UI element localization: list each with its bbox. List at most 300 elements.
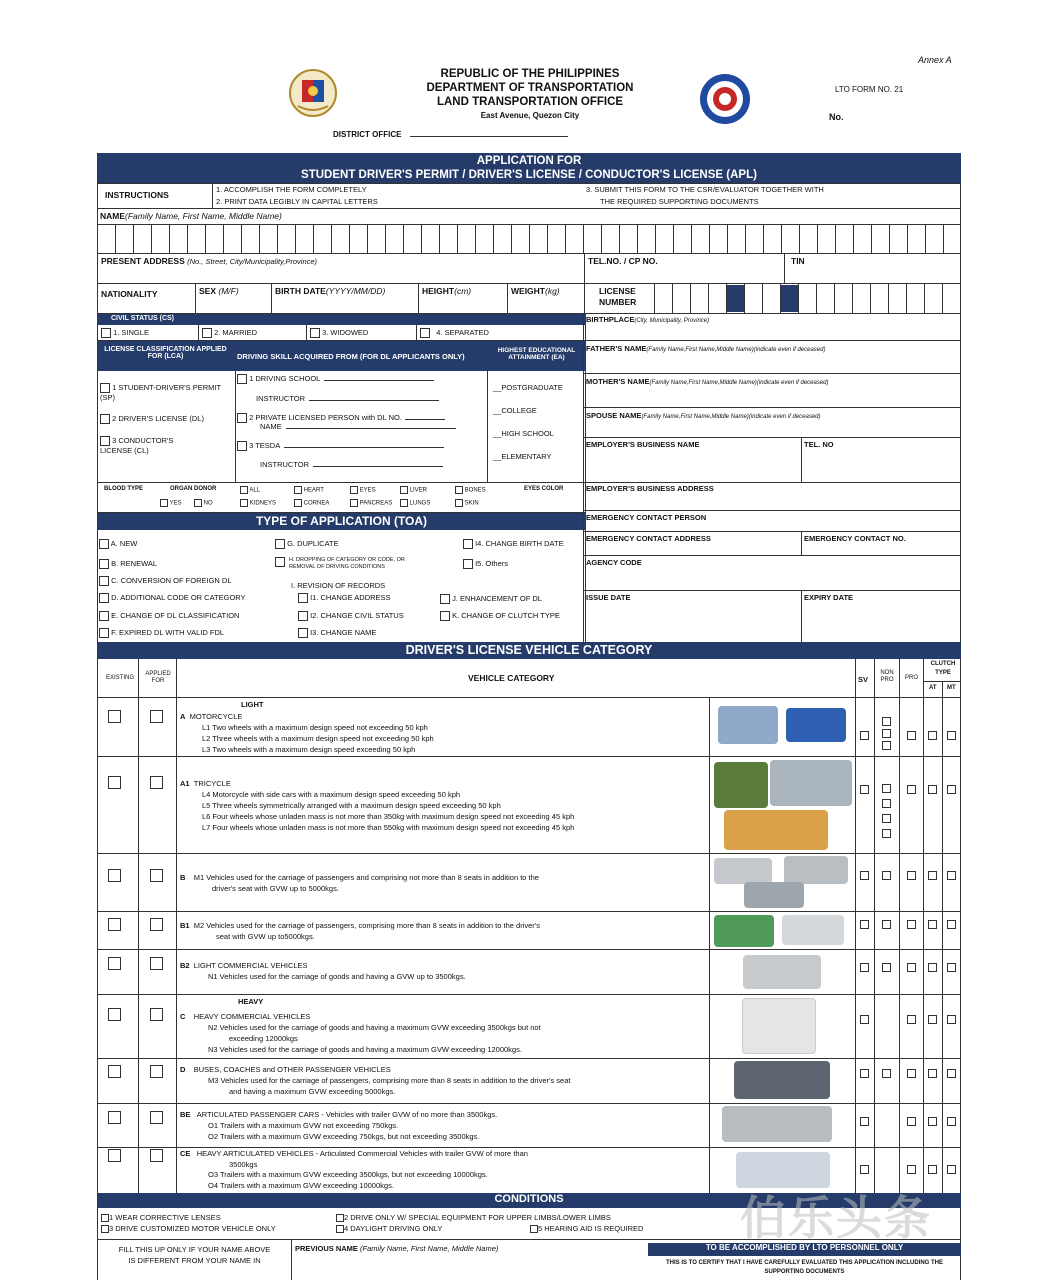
toa-enhancement[interactable]: J. ENHANCEMENT OF DL bbox=[440, 594, 542, 604]
tin-field[interactable]: TIN bbox=[784, 254, 960, 283]
mt-checkbox-7[interactable] bbox=[947, 1117, 956, 1126]
organ-eyes[interactable]: EYES bbox=[350, 486, 400, 494]
nationality-label: NATIONALITY bbox=[101, 289, 158, 299]
dotr-seal bbox=[288, 68, 338, 118]
row-be-o1: O1 Trailers with a maximum GVW not exceeding 750kgs. bbox=[208, 1121, 399, 1130]
lca-student[interactable]: 1 STUDENT-DRIVER'S PERMIT (SP) bbox=[100, 383, 221, 403]
name-hint: (Family Name, First Name, Middle Name) bbox=[125, 211, 282, 221]
pro-checkbox-4[interactable] bbox=[907, 963, 916, 972]
form-number: LTO FORM NO. 21 bbox=[835, 85, 904, 94]
mt-checkbox-4[interactable] bbox=[947, 963, 956, 972]
pro-checkbox-6[interactable] bbox=[907, 1069, 916, 1078]
fill-note: FILL THIS UP ONLY IF YOUR NAME ABOVE IS DIFFERENT FROM YOUR NAME IN bbox=[98, 1240, 292, 1280]
row-div-4 bbox=[97, 949, 961, 950]
row-c-text bbox=[180, 1011, 705, 1055]
row-c-title: HEAVY COMMERCIAL VEHICLES bbox=[193, 1012, 311, 1021]
row-c-applied[interactable] bbox=[150, 1008, 163, 1021]
at-checkbox-3[interactable] bbox=[928, 920, 937, 929]
toa-clutch[interactable]: K. CHANGE OF CLUTCH TYPE bbox=[440, 611, 560, 621]
ea-elementary[interactable]: __ELEMENTARY bbox=[493, 452, 552, 461]
emergency-person-field[interactable]: EMERGENCY CONTACT PERSON bbox=[584, 511, 960, 532]
sv-checkbox-3[interactable] bbox=[860, 920, 869, 929]
organ-lungs[interactable]: LUNGS bbox=[400, 499, 455, 507]
pro-checkbox-1[interactable] bbox=[907, 785, 916, 794]
clutch-divider bbox=[923, 681, 961, 682]
pro-checkbox-0[interactable] bbox=[907, 731, 916, 740]
jeepney-image bbox=[714, 915, 774, 947]
sex-field[interactable] bbox=[195, 284, 271, 313]
organ-pancreas[interactable]: PANCREAS bbox=[350, 499, 400, 507]
col-line-7 bbox=[923, 659, 924, 1194]
skill-header: DRIVING SKILL ACQUIRED FROM (FOR DL APPLICANTS ONLY) bbox=[237, 352, 465, 361]
col-line-1 bbox=[138, 659, 139, 1194]
row-b1-applied[interactable] bbox=[150, 918, 163, 931]
sedan-image bbox=[714, 858, 772, 884]
row-div-2 bbox=[97, 853, 961, 854]
prev-name-label: PREVIOUS NAME bbox=[295, 1244, 358, 1253]
district-input[interactable] bbox=[410, 136, 568, 137]
van-image bbox=[782, 915, 844, 945]
mt-checkbox-2[interactable] bbox=[947, 871, 956, 880]
row-div-6 bbox=[97, 1058, 961, 1059]
sv-checkbox-2[interactable] bbox=[860, 871, 869, 880]
row-a1-l5: L5 Three wheels symmetrically arranged with a maximum design speed exceeding 50 kph bbox=[202, 801, 501, 810]
row-b-applied[interactable] bbox=[150, 869, 163, 882]
sv-checkbox-7[interactable] bbox=[860, 1117, 869, 1126]
personal-row bbox=[97, 284, 961, 314]
tel-field[interactable]: TEL.NO. / CP NO. bbox=[584, 254, 784, 283]
sv-checkbox-0[interactable] bbox=[860, 731, 869, 740]
toa-i1[interactable]: I1. CHANGE ADDRESS bbox=[298, 593, 391, 603]
mother-label: MOTHER'S NAME bbox=[586, 377, 650, 386]
toa-i3[interactable]: I3. CHANGE NAME bbox=[298, 628, 376, 638]
row-a1-l6: L6 Four wheels whose unladen mass is not more than 350kg with maximum design speed not exceeding 45 kph bbox=[202, 812, 575, 821]
eyes-color-label: EYES COLOR bbox=[524, 486, 564, 492]
row-c-n3: N3 Vehicles used for the carriage of goods and having a maximum GVW exceeding 12000kgs. bbox=[208, 1045, 522, 1054]
row-b-text bbox=[180, 872, 705, 894]
toa-i2[interactable]: I2. CHANGE CIVIL STATUS bbox=[298, 611, 404, 621]
skill-tesda[interactable]: 3 TESDA bbox=[237, 441, 444, 451]
organs-row-1 bbox=[240, 486, 500, 494]
skill-private[interactable]: 2 PRIVATE LICENSED PERSON with DL NO. bbox=[237, 413, 477, 423]
row-a1-code: A1 bbox=[180, 779, 190, 788]
condition-3[interactable]: 3 DRIVE CUSTOMIZED MOTOR VEHICLE ONLY bbox=[101, 1224, 276, 1233]
col-line-3 bbox=[709, 698, 710, 1194]
donor-yes[interactable]: YES bbox=[160, 499, 182, 507]
toa-header: TYPE OF APPLICATION (TOA) bbox=[97, 513, 586, 530]
row-ce-existing[interactable] bbox=[108, 1149, 121, 1162]
skill-instructor-2[interactable]: INSTRUCTOR bbox=[260, 460, 443, 469]
row-a1-applied[interactable] bbox=[150, 776, 163, 789]
agency-code-field[interactable]: AGENCY CODE bbox=[584, 556, 960, 591]
pro-checkbox-3[interactable] bbox=[907, 920, 916, 929]
civil-status-row bbox=[97, 325, 586, 341]
height-label: HEIGHT bbox=[422, 286, 455, 296]
birthplace-hint: (City, Municipality, Province) bbox=[634, 318, 710, 324]
civil-status-bar bbox=[227, 314, 586, 325]
row-d-applied[interactable] bbox=[150, 1065, 163, 1078]
toa-renewal[interactable]: B. RENEWAL bbox=[99, 559, 157, 569]
skill-instructor-1[interactable]: INSTRUCTOR bbox=[256, 394, 439, 403]
row-a-title: MOTORCYCLE bbox=[189, 712, 243, 721]
row-b2-n1: N1 Vehicles used for the carriage of goods and having a GVW up to 3500kgs. bbox=[208, 972, 466, 981]
row-d-title: BUSES, COACHES and OTHER PASSENGER VEHICLES bbox=[193, 1065, 391, 1074]
sportbike-image bbox=[786, 708, 846, 742]
header-dept: DEPARTMENT OF TRANSPORTATION bbox=[426, 82, 634, 94]
row-ce-title: HEAVY ARTICULATED VEHICLES - Articulated Commercial Vehicles with trailer GVW of more than bbox=[196, 1149, 528, 1158]
tricycle-image bbox=[714, 762, 768, 808]
sv-checkbox-5[interactable] bbox=[860, 1015, 869, 1024]
condition-1[interactable]: 1 WEAR CORRECTIVE LENSES bbox=[101, 1213, 221, 1222]
instruction-2: 2. PRINT DATA LEGIBLY IN CAPITAL LETTERS bbox=[216, 197, 378, 206]
row-be-existing[interactable] bbox=[108, 1111, 121, 1124]
row-div-5 bbox=[97, 994, 961, 995]
weight-hint: (kg) bbox=[545, 286, 560, 296]
ea-college[interactable]: __COLLEGE bbox=[493, 406, 537, 415]
nonpro-checkbox-3-0[interactable] bbox=[882, 920, 891, 929]
pro-checkbox-7[interactable] bbox=[907, 1117, 916, 1126]
row-a1-title: TRICYCLE bbox=[193, 779, 231, 788]
birthplace-label: BIRTHPLACE bbox=[586, 315, 635, 324]
name-label: NAME bbox=[100, 211, 126, 221]
row-a-existing[interactable] bbox=[108, 710, 121, 723]
organ-skin[interactable]: SKIN bbox=[455, 499, 479, 507]
lca-header-bar bbox=[97, 341, 586, 371]
nonpro-checkbox-1-0[interactable] bbox=[882, 784, 891, 793]
instruction-1: 1. ACCOMPLISH THE FORM COMPLETELY bbox=[216, 185, 367, 194]
spouse-field[interactable] bbox=[584, 408, 960, 438]
header-address: East Avenue, Quezon City bbox=[480, 111, 580, 120]
row-d-existing[interactable] bbox=[108, 1065, 121, 1078]
light-commercial-image bbox=[743, 955, 821, 989]
heavy-label: HEAVY bbox=[238, 997, 264, 1006]
at-checkbox-4[interactable] bbox=[928, 963, 937, 972]
mt-checkbox-8[interactable] bbox=[947, 1165, 956, 1174]
nonpro-checkbox-1-2[interactable] bbox=[882, 814, 891, 823]
ea-highschool[interactable]: __HIGH SCHOOL bbox=[493, 429, 554, 438]
district-label: DISTRICT OFFICE bbox=[333, 130, 402, 139]
father-field[interactable] bbox=[584, 341, 960, 374]
name-field[interactable] bbox=[97, 209, 961, 254]
skill-section bbox=[235, 371, 487, 482]
donor-row bbox=[97, 483, 586, 513]
pro-checkbox-5[interactable] bbox=[907, 1015, 916, 1024]
sv-checkbox-6[interactable] bbox=[860, 1069, 869, 1078]
height-hint: (cm) bbox=[454, 286, 472, 296]
at-checkbox-0[interactable] bbox=[928, 731, 937, 740]
at-checkbox-2[interactable] bbox=[928, 871, 937, 880]
row-b1-code: B1 bbox=[180, 921, 190, 930]
row-a1-existing[interactable] bbox=[108, 776, 121, 789]
ea-postgraduate[interactable]: __POSTGRADUATE bbox=[493, 383, 563, 392]
row-div-1 bbox=[97, 756, 961, 757]
row-div-3 bbox=[97, 911, 961, 912]
row-ce-applied[interactable] bbox=[150, 1149, 163, 1162]
row-be-code: BE bbox=[180, 1110, 191, 1119]
row-be-text bbox=[180, 1109, 705, 1142]
toa-i4[interactable]: I4. CHANGE BIRTH DATE bbox=[463, 539, 564, 549]
cs-married[interactable]: 2. MARRIED bbox=[198, 325, 260, 340]
organ-donor-label: ORGAN DONOR bbox=[170, 486, 217, 492]
row-d-text bbox=[180, 1064, 705, 1097]
father-label: FATHER'S NAME bbox=[586, 344, 647, 353]
license-separator-1 bbox=[727, 285, 744, 312]
col-line-6 bbox=[899, 659, 900, 1194]
row-ce-o4: O4 Trailers with a maximum GVW exceeding 10000kgs. bbox=[208, 1180, 394, 1190]
education-section bbox=[487, 371, 586, 482]
organ-bones[interactable]: BONES bbox=[455, 486, 486, 494]
row-b-m1b: driver's seat with GVW up to 5000kgs. bbox=[212, 884, 339, 893]
license-separator-2 bbox=[781, 285, 798, 312]
sv-checkbox-1[interactable] bbox=[860, 785, 869, 794]
nonpro-checkbox-0-2[interactable] bbox=[882, 741, 891, 750]
col-nonpro: NON PRO bbox=[880, 670, 894, 683]
lca-conductor[interactable]: 3 CONDUCTOR'S LICENSE (CL) bbox=[100, 436, 174, 456]
header-republic: REPUBLIC OF THE PHILIPPINES bbox=[440, 68, 620, 80]
toa-change-class[interactable]: E. CHANGE OF DL CLASSIFICATION bbox=[99, 611, 239, 621]
lto-personnel-header: TO BE ACCOMPLISHED BY LTO PERSONNEL ONLY bbox=[648, 1243, 961, 1256]
vehicle-category-header: DRIVER'S LICENSE VEHICLE CATEGORY bbox=[97, 642, 961, 659]
instruction-3b: THE REQUIRED SUPPORTING DOCUMENTS bbox=[600, 197, 759, 206]
row-b-existing[interactable] bbox=[108, 869, 121, 882]
skill-name[interactable]: NAME bbox=[260, 422, 456, 431]
certify-text: THIS IS TO CERTIFY THAT I HAVE CAREFULLY EVALUATED THIS APPLICATION INCLUDING THE SUPPORTING DOCUMENTS bbox=[665, 1260, 943, 1275]
row-b1-existing[interactable] bbox=[108, 918, 121, 931]
nonpro-checkbox-1-3[interactable] bbox=[882, 829, 891, 838]
col-line-2 bbox=[176, 659, 177, 1194]
birthdate-field[interactable] bbox=[271, 284, 418, 313]
form-title bbox=[97, 153, 961, 183]
at-checkbox-8[interactable] bbox=[928, 1165, 937, 1174]
spouse-label: SPOUSE NAME bbox=[586, 411, 642, 420]
address-hint: (No., Street, City/Municipality,Province) bbox=[187, 257, 318, 266]
organ-kidneys[interactable]: KIDNEYS bbox=[240, 499, 294, 507]
row-b1-text bbox=[180, 920, 705, 942]
row-a-applied[interactable] bbox=[150, 710, 163, 723]
issue-date-field[interactable]: ISSUE DATE bbox=[586, 593, 631, 602]
cs-single[interactable]: 1. SINGLE bbox=[101, 328, 149, 338]
row-b1-m2: M2 Vehicles used for the carriage of passengers, comprising more than 8 seats in addition to the driver's bbox=[193, 921, 540, 930]
cs-widowed[interactable]: 3. WIDOWED bbox=[306, 325, 371, 340]
nonpro-checkbox-0-1[interactable] bbox=[882, 729, 891, 738]
toa-conversion[interactable]: C. CONVERSION OF FOREIGN DL bbox=[99, 576, 232, 586]
row-be-title: ARTICULATED PASSENGER CARS - Vehicles with trailer GVW of no more than 3500kgs. bbox=[196, 1110, 498, 1119]
motorcycle-image bbox=[718, 706, 778, 744]
organ-cornea[interactable]: CORNEA bbox=[294, 499, 350, 507]
employer-address-field[interactable]: EMPLOYER'S BUSINESS ADDRESS bbox=[584, 483, 960, 511]
no-label: No. bbox=[829, 112, 844, 122]
donor-no[interactable]: NO bbox=[194, 499, 213, 507]
nonpro-checkbox-1-1[interactable] bbox=[882, 799, 891, 808]
toa-i5[interactable]: I5. Others bbox=[463, 559, 508, 569]
height-field[interactable] bbox=[418, 284, 507, 313]
row-d-code: D bbox=[180, 1065, 186, 1074]
at-checkbox-6[interactable] bbox=[928, 1069, 937, 1078]
row-c-n2b: exceeding 12000kgs bbox=[229, 1034, 298, 1043]
employer-field[interactable]: EMPLOYER'S BUSINESS NAME bbox=[584, 438, 801, 483]
pickup-image bbox=[744, 882, 804, 908]
toa-expired[interactable]: F. EXPIRED DL WITH VALID FDL bbox=[99, 628, 224, 638]
skill-school[interactable]: 1 DRIVING SCHOOL bbox=[237, 374, 434, 384]
organ-liver[interactable]: LIVER bbox=[400, 486, 455, 494]
previous-name-field[interactable] bbox=[295, 1244, 498, 1253]
organ-all[interactable]: ALL bbox=[240, 486, 294, 494]
mt-checkbox-0[interactable] bbox=[947, 731, 956, 740]
instructions-row bbox=[97, 183, 961, 209]
heavy-truck-image bbox=[742, 998, 816, 1054]
col-line-5 bbox=[874, 659, 875, 1194]
spouse-hint: (Family Name,First Name,Middle Name)(indicate even if deceased) bbox=[641, 414, 821, 420]
row-a-l3: L3 Two wheels with a maximum design speed exceeding 50 kph bbox=[202, 745, 416, 754]
light-label: LIGHT bbox=[241, 700, 264, 709]
toa-duplicate[interactable]: G. DUPLICATE bbox=[275, 539, 339, 549]
light-truck-image bbox=[724, 810, 828, 850]
row-a-l2: L2 Three wheels with a maximum design speed not exceeding 50 kph bbox=[202, 734, 434, 743]
mother-field[interactable] bbox=[584, 374, 960, 408]
row-b2-existing[interactable] bbox=[108, 957, 121, 970]
row-div-0 bbox=[97, 697, 961, 698]
row-b2-text bbox=[180, 960, 705, 982]
col-applied: APPLIED FOR bbox=[145, 671, 171, 684]
microcar-image bbox=[770, 760, 852, 806]
at-checkbox-7[interactable] bbox=[928, 1117, 937, 1126]
col-line-8 bbox=[942, 681, 943, 1194]
col-clutch-type: CLUTCH TYPE bbox=[930, 661, 956, 676]
title-line1: APPLICATION FOR bbox=[476, 155, 582, 167]
toa-section bbox=[97, 530, 586, 643]
row-be-o2: O2 Trailers with a maximum GVW exceeding 750kgs, but not exceeding 3500kgs. bbox=[208, 1132, 480, 1141]
row-b2-title: LIGHT COMMERCIAL VEHICLES bbox=[193, 961, 308, 970]
row-d-m3b: and having a maximum GVW exceeding 5000kgs. bbox=[229, 1087, 396, 1096]
mt-checkbox-3[interactable] bbox=[947, 920, 956, 929]
organs-row-2 bbox=[240, 499, 500, 507]
row-a1-l7: L7 Four wheels whose unladen mass is not more than 550kg with maximum design speed not exceeding 45 kph bbox=[202, 823, 575, 832]
condition-4[interactable]: 4 DAYLIGHT DRIVING ONLY bbox=[336, 1224, 442, 1233]
right-column bbox=[583, 314, 961, 643]
cs-separated[interactable]: 4. SEPARATED bbox=[416, 325, 492, 340]
pro-checkbox-2[interactable] bbox=[907, 871, 916, 880]
lto-seal bbox=[699, 73, 751, 125]
row-a1-text bbox=[180, 778, 705, 833]
row-c-code: C bbox=[180, 1012, 186, 1021]
col-vehicle-category: VEHICLE CATEGORY bbox=[468, 673, 555, 683]
nonpro-checkbox-4-0[interactable] bbox=[882, 963, 891, 972]
license-number-label: LICENSE NUMBER bbox=[584, 284, 654, 313]
emergency-address-field[interactable]: EMERGENCY CONTACT ADDRESS bbox=[584, 532, 801, 556]
lca-header: LICENSE CLASSIFICATION APPLIED FOR (LCA) bbox=[104, 346, 227, 360]
blood-type-label: BLOOD TYPE bbox=[104, 486, 144, 492]
row-a1-l4: L4 Motorcycle with side cars with a maximum design speed exceeding 50 kph bbox=[202, 790, 461, 799]
row-ce-text bbox=[180, 1149, 705, 1191]
toa-revision: I. REVISION OF RECORDS bbox=[291, 581, 386, 590]
education-header: HIGHEST EDUCATIONAL ATTAINMENT (EA) bbox=[497, 347, 576, 361]
row-ce-code: CE bbox=[180, 1149, 191, 1158]
pro-checkbox-8[interactable] bbox=[907, 1165, 916, 1174]
col-sv: SV bbox=[858, 675, 869, 684]
birthdate-hint: (YYYY/MM/DD) bbox=[325, 286, 386, 296]
row-ce-cont: 3500kgs bbox=[229, 1159, 258, 1169]
col-existing: EXISTING bbox=[106, 675, 135, 681]
col-mt: MT bbox=[947, 685, 956, 691]
mt-checkbox-6[interactable] bbox=[947, 1069, 956, 1078]
employer-tel-field[interactable]: TEL. NO bbox=[801, 438, 960, 483]
sex-hint: (M/F) bbox=[218, 286, 239, 296]
toa-dropping[interactable]: H. DROPPING OF CATEGORY OR CODE, OR REMOVAL OF DRIVING CONDITIONS bbox=[275, 557, 425, 571]
condition-2[interactable]: 2 DRIVE ONLY W/ SPECIAL EQUIPMENT FOR UPPER LIMBS/LOWER LIMBS bbox=[336, 1213, 611, 1222]
prev-name-hint: (Family Name, First Name, Middle Name) bbox=[360, 1244, 499, 1253]
sex-label: SEX bbox=[199, 286, 217, 296]
organ-heart[interactable]: HEART bbox=[294, 486, 350, 494]
row-a-l1: L1 Two wheels with a maximum design speed not exceeding 50 kph bbox=[202, 723, 428, 732]
birthdate-label: BIRTH DATE bbox=[275, 286, 326, 296]
condition-5[interactable]: 5 HEARING AID IS REQUIRED bbox=[530, 1224, 643, 1233]
lca-driver[interactable]: 2 DRIVER'S LICENSE (DL) bbox=[100, 414, 230, 424]
row-div-8 bbox=[97, 1147, 961, 1148]
row-b2-applied[interactable] bbox=[150, 957, 163, 970]
license-number-boxes[interactable] bbox=[654, 284, 960, 313]
conditions-header: CONDITIONS bbox=[97, 1193, 961, 1208]
annex-label: Annex A bbox=[918, 55, 952, 65]
at-checkbox-5[interactable] bbox=[928, 1015, 937, 1024]
weight-label: WEIGHT bbox=[511, 286, 545, 296]
mt-checkbox-5[interactable] bbox=[947, 1015, 956, 1024]
expiry-date-field[interactable]: EXPIRY DATE bbox=[801, 591, 960, 642]
nonpro-checkbox-6-0[interactable] bbox=[882, 1069, 891, 1078]
father-hint: (Family Name,First Name,Middle Name)(indicate even if deceased) bbox=[646, 347, 826, 353]
suv-image bbox=[784, 856, 848, 884]
row-c-existing[interactable] bbox=[108, 1008, 121, 1021]
toa-additional[interactable]: D. ADDITIONAL CODE OR CATEGORY bbox=[99, 593, 246, 603]
row-b1-m2b: seat with GVW up to5000kgs. bbox=[216, 932, 315, 941]
instructions-label: INSTRUCTIONS bbox=[98, 184, 213, 208]
row-ce-o3: O3 Trailers with a maximum GVW exceeding 3500kgs, but not exceeding 10000kgs. bbox=[208, 1170, 488, 1179]
title-line2: STUDENT DRIVER'S PERMIT / DRIVER'S LICENSE / CONDUCTOR'S LICENSE (APL) bbox=[301, 169, 757, 181]
emergency-no-field[interactable]: EMERGENCY CONTACT NO. bbox=[801, 532, 960, 556]
bus-image bbox=[734, 1061, 830, 1099]
row-c-n2: N2 Vehicles used for the carriage of goods and having a maximum GVW exceeding 3500kgs but not bbox=[208, 1023, 541, 1032]
nonpro-checkbox-0-0[interactable] bbox=[882, 717, 891, 726]
car-trailer-image bbox=[722, 1106, 832, 1142]
address-label: PRESENT ADDRESS bbox=[101, 256, 185, 266]
name-boxes[interactable] bbox=[98, 224, 960, 253]
row-d-m3: M3 Vehicles used for the carriage of passengers, comprising more than 8 seats in addition to the driver's seat bbox=[208, 1076, 571, 1085]
civil-status-header: CIVIL STATUS (CS) bbox=[97, 314, 227, 325]
header-office: LAND TRANSPORTATION OFFICE bbox=[436, 96, 624, 108]
col-line-4 bbox=[855, 659, 856, 1194]
address-row bbox=[97, 254, 961, 284]
row-be-applied[interactable] bbox=[150, 1111, 163, 1124]
instruction-3: 3. SUBMIT THIS FORM TO THE CSR/EVALUATOR TOGETHER WITH bbox=[586, 185, 824, 194]
toa-new[interactable]: A. NEW bbox=[99, 539, 137, 549]
birthplace-field[interactable] bbox=[584, 314, 960, 341]
mother-hint: (Family Name,First Name,Middle Name)(indicate even if deceased) bbox=[649, 380, 829, 386]
row-a-text bbox=[180, 711, 705, 755]
row-b2-code: B2 bbox=[180, 961, 190, 970]
watermark: 伯乐头条 bbox=[740, 1192, 932, 1244]
sv-checkbox-8[interactable] bbox=[860, 1165, 869, 1174]
row-a-code: A bbox=[180, 712, 186, 721]
col-at: AT bbox=[929, 685, 937, 691]
nonpro-checkbox-2-0[interactable] bbox=[882, 871, 891, 880]
weight-field[interactable] bbox=[507, 284, 584, 313]
at-checkbox-1[interactable] bbox=[928, 785, 937, 794]
mt-checkbox-1[interactable] bbox=[947, 785, 956, 794]
row-b-code: B bbox=[180, 873, 186, 882]
row-div-7 bbox=[97, 1103, 961, 1104]
col-pro: PRO bbox=[905, 675, 919, 681]
sv-checkbox-4[interactable] bbox=[860, 963, 869, 972]
lca-section bbox=[97, 371, 586, 483]
